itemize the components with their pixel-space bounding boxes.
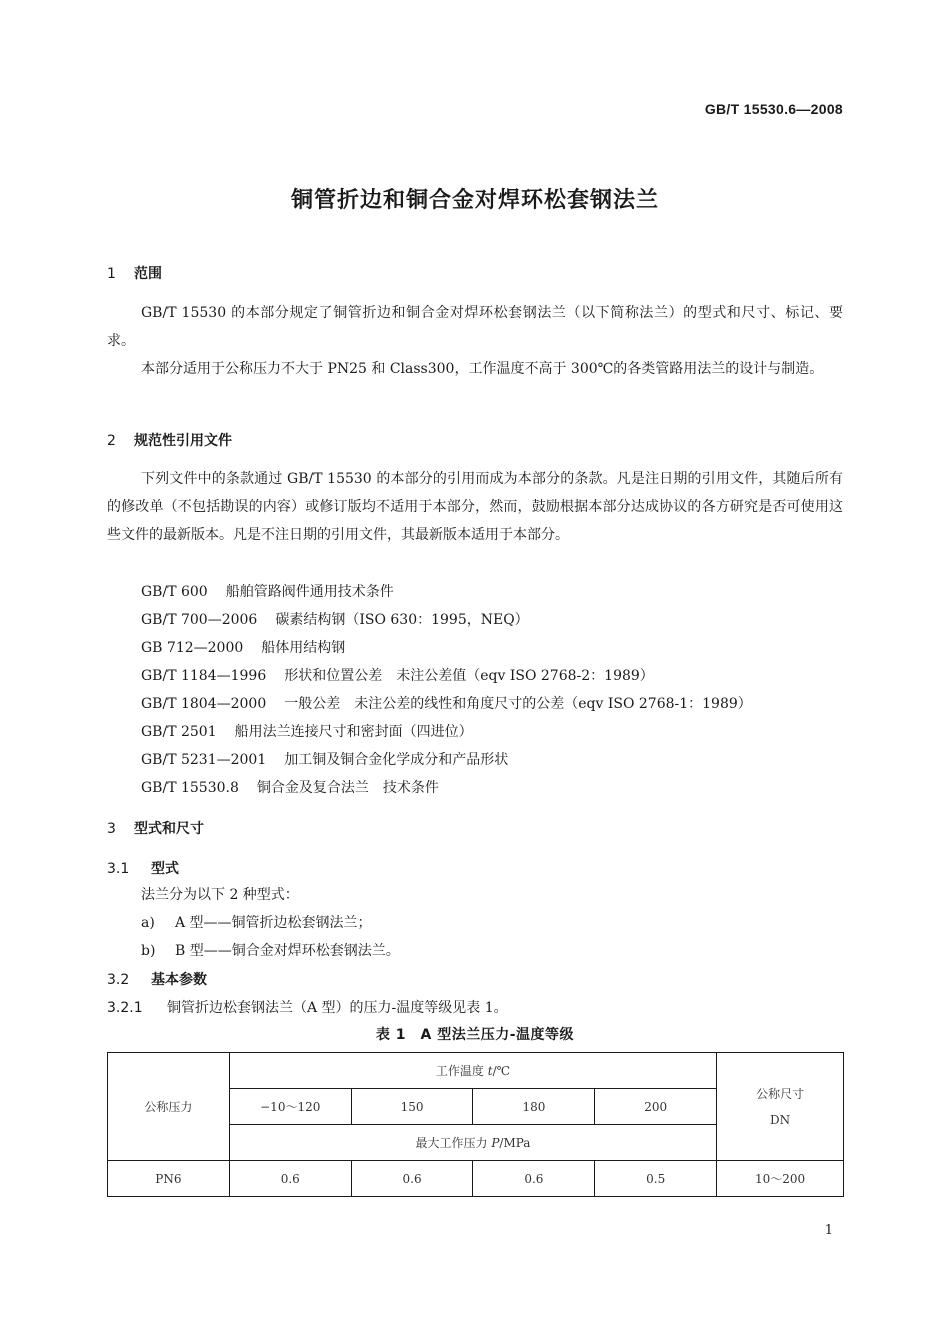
reference-item — [141, 665, 654, 685]
section-2-intro: 下列文件中的条款通过 GB/T 15530 的本部分的引用而成为本部分的条款。凡是注日期的引用文件，其随后所有的修改单（不包括勘误的内容）或修订版均不适用于本部分，然而，鼓励根据本部分达成协议的各方研究是否可使用这些文件的最新版本。凡是不注日期的引用文件，其最新版本适用于本部分。 — [107, 471, 843, 543]
header-text: 工作温度 — [435, 1064, 488, 1078]
section-text: 铜管折边松套钢法兰（A 型）的压力-温度等级见表 1。 — [167, 1000, 508, 1016]
reference-code: GB/T 700—2006 — [141, 612, 258, 628]
temp-cell: 180 — [473, 1089, 595, 1125]
reference-title: 船用法兰连接尺寸和密封面（四进位） — [234, 724, 473, 740]
section-number: 2 — [107, 433, 116, 449]
section-title: 型式 — [151, 861, 179, 877]
value-cell: 0.5 — [595, 1161, 717, 1197]
reference-title: 一般公差 未注公差的线性和角度尺寸的公差（eqv ISO 2768-1：1989） — [284, 696, 752, 712]
reference-code: GB/T 15530.8 — [141, 780, 239, 796]
reference-title: 加工铜及铜合金化学成分和产品形状 — [284, 752, 509, 768]
temp-cell: −10～120 — [229, 1089, 351, 1125]
section-title: 基本参数 — [151, 972, 207, 988]
section-1-heading — [107, 263, 162, 283]
standard-code: GB/T 15530.6—2008 — [704, 101, 843, 117]
header-size-label: 公称尺寸 — [756, 1086, 805, 1101]
section-3-heading — [107, 818, 204, 838]
header-nominal-size — [717, 1053, 844, 1161]
section-1-paragraph-2: 本部分适用于公称压力不大于 PN25 和 Class300，工作温度不高于 300℃的各类管路用法兰的设计与制造。 — [141, 361, 824, 377]
header-symbol: P — [491, 1136, 500, 1150]
reference-code: GB/T 600 — [141, 584, 208, 600]
document-title: 铜管折边和铜合金对焊环松套钢法兰 — [290, 188, 659, 213]
section-number: 3.2 — [107, 972, 130, 988]
reference-code: GB/T 2501 — [141, 724, 217, 740]
value-cell: 0.6 — [229, 1161, 351, 1197]
section-number: 3.2.1 — [107, 1000, 143, 1016]
section-title: 型式和尺寸 — [134, 821, 204, 837]
section-number: 1 — [107, 266, 116, 282]
reference-item — [141, 637, 345, 657]
reference-code: GB/T 1184—1996 — [141, 668, 267, 684]
reference-item — [141, 777, 439, 797]
reference-code: GB/T 5231—2001 — [141, 752, 267, 768]
list-text: A 型——铜管折边松套钢法兰； — [175, 915, 372, 931]
section-3-1-heading — [107, 858, 179, 878]
section-number: 3.1 — [107, 861, 130, 877]
header-size-unit: DN — [770, 1112, 791, 1127]
list-text: B 型——铜合金对焊环松套钢法兰。 — [175, 943, 400, 959]
reference-title: 船体用结构钢 — [261, 640, 346, 656]
temp-cell: 150 — [351, 1089, 473, 1125]
reference-title: 形状和位置公差 未注公差值（eqv ISO 2768-2：1989） — [284, 668, 654, 684]
header-pressure: 公称压力 — [108, 1053, 230, 1161]
header-symbol: t — [487, 1064, 493, 1078]
section-title: 规范性引用文件 — [134, 433, 232, 449]
reference-title: 船舶管路阀件通用技术条件 — [225, 584, 394, 600]
list-item — [141, 940, 400, 960]
temp-cell: 200 — [595, 1089, 717, 1125]
section-3-2-heading — [107, 969, 207, 989]
list-marker: b) — [141, 943, 156, 959]
list-marker: a) — [141, 915, 155, 931]
pressure-temperature-table — [107, 1052, 844, 1197]
section-3-1-intro: 法兰分为以下 2 种型式： — [141, 887, 299, 903]
table-row — [108, 1161, 844, 1197]
header-unit: /MPa — [499, 1136, 531, 1150]
header-unit: /℃ — [492, 1064, 511, 1078]
reference-item — [141, 721, 473, 741]
list-item — [141, 912, 372, 932]
section-number: 3 — [107, 821, 116, 837]
dn-cell: 10～200 — [717, 1161, 844, 1197]
pn-cell: PN6 — [108, 1161, 230, 1197]
reference-title: 碳素结构钢（ISO 630：1995，NEQ） — [275, 612, 529, 628]
table-caption: 表 1 A 型法兰压力-温度等级 — [375, 1027, 575, 1043]
reference-item — [141, 693, 752, 713]
header-working-temp — [229, 1053, 716, 1089]
page-number: 1 — [824, 1223, 833, 1238]
reference-item — [141, 749, 508, 769]
section-title: 范围 — [134, 266, 162, 282]
value-cell: 0.6 — [473, 1161, 595, 1197]
section-2-heading — [107, 430, 232, 450]
reference-code: GB 712—2000 — [141, 640, 244, 656]
header-max-pressure — [229, 1125, 716, 1161]
header-text: 最大工作压力 — [415, 1136, 492, 1150]
reference-item — [141, 581, 394, 601]
value-cell: 0.6 — [351, 1161, 473, 1197]
reference-item — [141, 609, 529, 629]
section-1-paragraph-1: GB/T 15530 的本部分规定了铜管折边和铜合金对焊环松套钢法兰（以下简称法兰）的型式和尺寸、标记、要求。 — [107, 305, 843, 349]
reference-title: 铜合金及复合法兰 技术条件 — [256, 780, 439, 796]
reference-code: GB/T 1804—2000 — [141, 696, 267, 712]
section-3-2-1 — [107, 997, 508, 1017]
